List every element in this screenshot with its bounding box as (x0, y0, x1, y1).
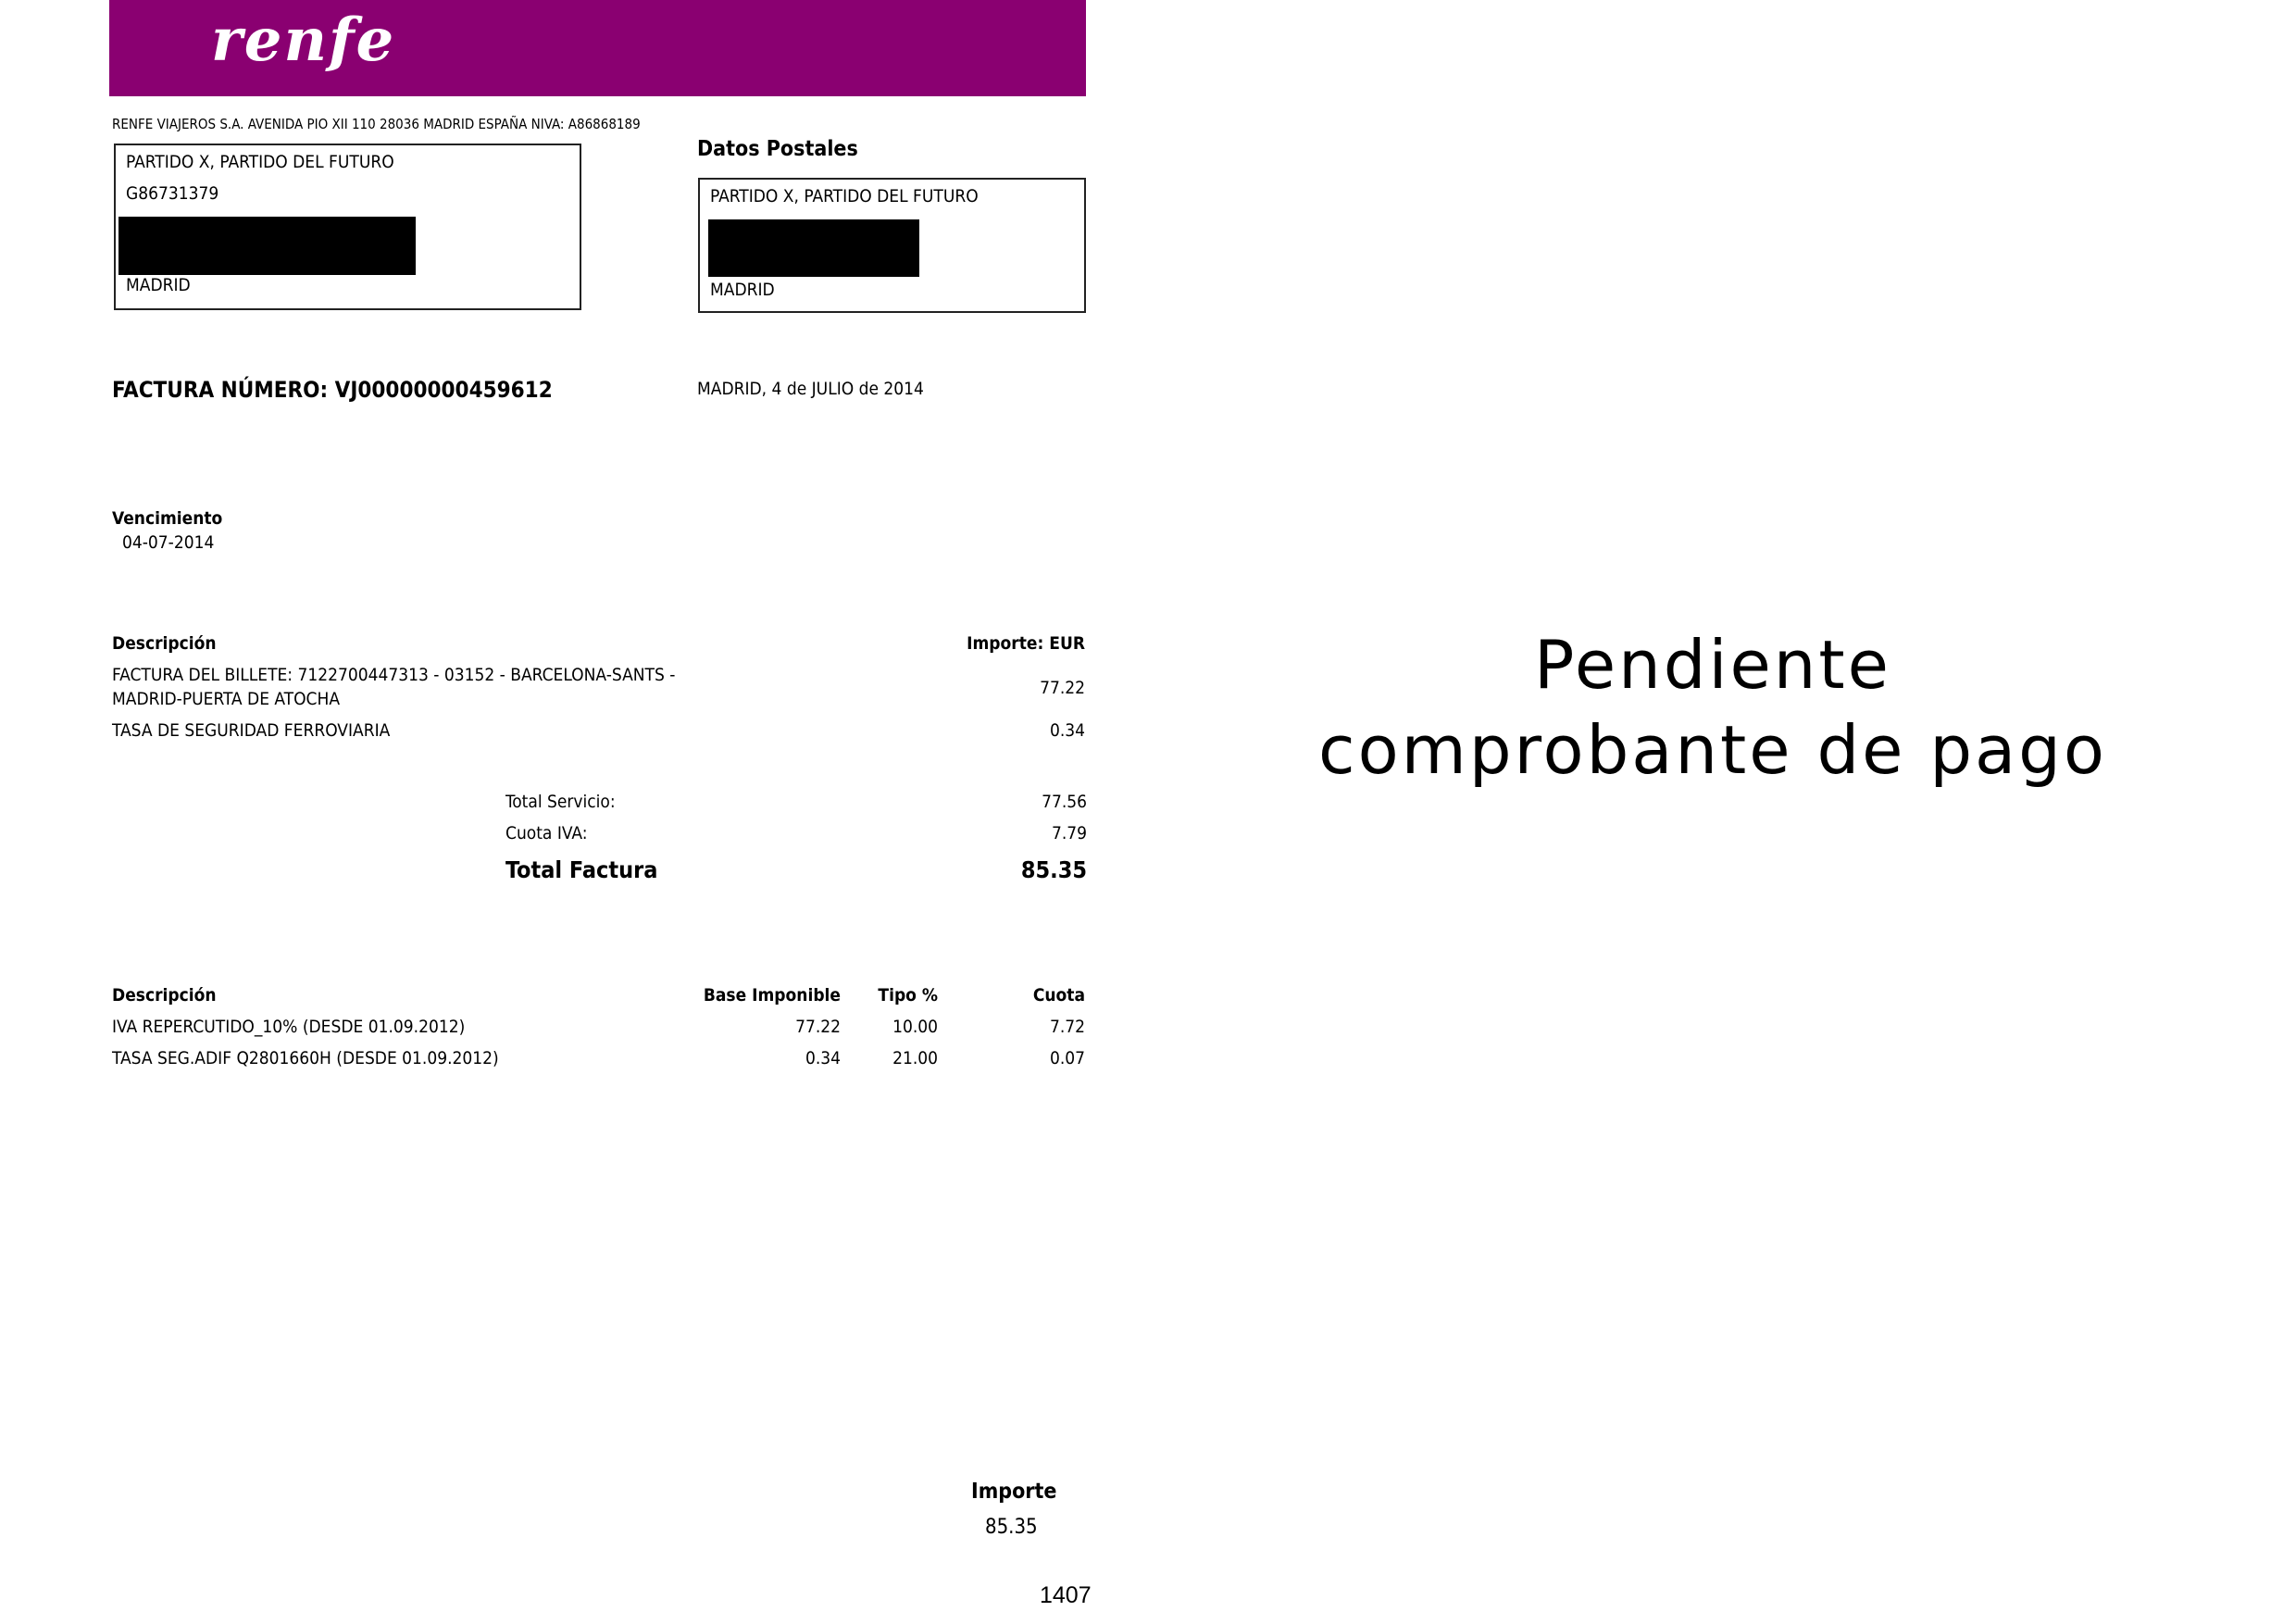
amount-label: Importe (971, 1480, 1057, 1504)
tax-row-quota: 7.72 (1049, 1017, 1085, 1037)
redacted-block (708, 219, 919, 277)
postal-heading: Datos Postales (697, 137, 858, 161)
tax-row-description: TASA SEG.ADIF Q2801660H (DESDE 01.09.2012) (112, 1048, 499, 1068)
tax-header-quota: Cuota (1032, 985, 1085, 1006)
pending-note-line1: Pendiente (1534, 626, 1891, 704)
item-description-cont: MADRID-PUERTA DE ATOCHA (112, 689, 341, 709)
tax-row-rate: 10.00 (892, 1017, 938, 1037)
item-amount: 77.22 (1040, 678, 1085, 698)
tax-header-description: Descripción (112, 985, 217, 1006)
company-address-line: RENFE VIAJEROS S.A. AVENIDA PIO XII 110 28036 MADRID ESPAÑA NIVA: A86868189 (112, 116, 641, 132)
client-nif: G86731379 (126, 183, 219, 204)
due-label: Vencimiento (112, 508, 223, 529)
client-city: MADRID (126, 275, 191, 295)
pending-note-line2: comprobante de pago (1318, 711, 2107, 789)
tax-header-rate: Tipo % (878, 985, 938, 1006)
tax-row-quota: 0.07 (1049, 1048, 1085, 1068)
items-header-description: Descripción (112, 633, 217, 654)
total-invoice-label: Total Factura (505, 856, 658, 883)
pending-payment-note (1278, 622, 2148, 793)
invoice-number: FACTURA NÚMERO: VJ00000000459612 (112, 377, 553, 403)
item-amount: 0.34 (1049, 720, 1085, 741)
postal-name: PARTIDO X, PARTIDO DEL FUTURO (710, 186, 979, 206)
client-name: PARTIDO X, PARTIDO DEL FUTURO (126, 152, 394, 172)
tax-row-base: 0.34 (805, 1048, 841, 1068)
redacted-block (119, 217, 416, 275)
item-description: TASA DE SEGURIDAD FERROVIARIA (112, 720, 391, 741)
tax-header-base: Base Imponible (703, 985, 841, 1006)
total-service-value: 77.56 (1042, 792, 1087, 812)
items-header-amount: Importe: EUR (967, 633, 1085, 654)
renfe-logo: renfe (211, 6, 396, 75)
item-description: FACTURA DEL BILLETE: 7122700447313 - 03152 - BARCELONA-SANTS - (112, 665, 676, 685)
total-service-label: Total Servicio: (505, 792, 616, 812)
tax-row-rate: 21.00 (892, 1048, 938, 1068)
amount-value: 85.35 (985, 1516, 1038, 1539)
total-invoice-value: 85.35 (1020, 856, 1087, 883)
page-number: 1407 (1040, 1582, 1092, 1608)
iva-quota-value: 7.79 (1051, 823, 1087, 843)
tax-row-base: 77.22 (795, 1017, 841, 1037)
invoice-date: MADRID, 4 de JULIO de 2014 (697, 379, 924, 399)
postal-city: MADRID (710, 280, 775, 300)
iva-quota-label: Cuota IVA: (505, 823, 588, 843)
tax-row-description: IVA REPERCUTIDO_10% (DESDE 01.09.2012) (112, 1017, 466, 1037)
due-date: 04-07-2014 (122, 532, 215, 553)
